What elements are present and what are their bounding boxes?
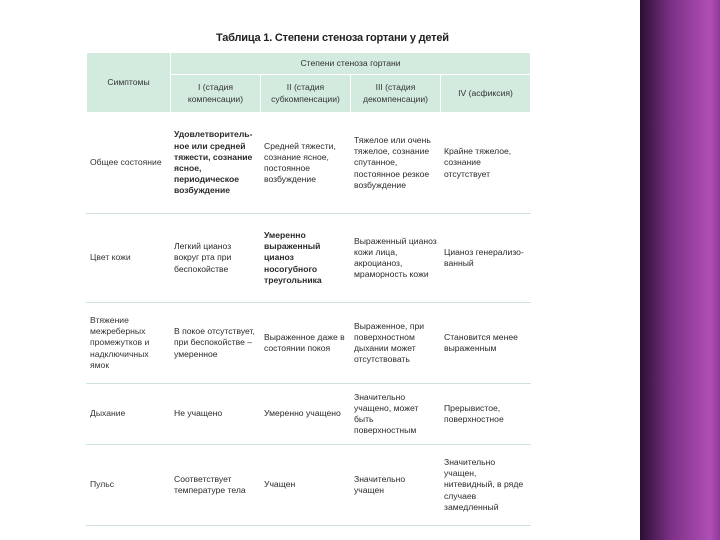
stage-2-header: II (стадия субкомпенсации) — [261, 75, 351, 113]
table-row — [87, 214, 531, 303]
table-cell: Становится менее выраженным — [441, 303, 531, 384]
table-row — [87, 113, 531, 214]
table-cell: Выраженное, при поверхностном дыхании может отсутствовать — [351, 303, 441, 384]
document-scan — [86, 26, 532, 540]
table-cell: Соответствует температуре тела — [171, 445, 261, 526]
table-header-row — [87, 53, 531, 75]
table-cell: Крайне тяжелое, сознание отсутствует — [441, 113, 531, 214]
table-cell: Учащен — [261, 445, 351, 526]
row-label: Пульс — [87, 445, 171, 526]
table-cell: Умеренно выраженный цианоз носогубного треугольника — [261, 214, 351, 303]
row-label: Цвет кожи — [87, 214, 171, 303]
table-cell: Удовлетворитель-ное или средней тяжести, сознание ясное, периодическое возбуждение — [171, 113, 261, 214]
stages-group-header: Степени стеноза гортани — [171, 53, 531, 75]
row-label: Общее состояние — [87, 113, 171, 214]
row-label: Дыхание — [87, 384, 171, 445]
table-cell: В покое отсутствует, при беспокойстве – умеренное — [171, 303, 261, 384]
table-row — [87, 445, 531, 526]
table-cell: Легкий цианоз вокруг рта при беспокойстве — [171, 214, 261, 303]
stage-4-header: IV (асфиксия) — [441, 75, 531, 113]
table-caption: Таблица 1. Степени стеноза гортани у детей — [216, 32, 449, 44]
stage-3-header: III (стадия декомпенсации) — [351, 75, 441, 113]
decorative-side-panel — [640, 0, 720, 540]
table-cell: Значительно учащен — [351, 445, 441, 526]
table-cell: Прерывистое, поверхностное — [441, 384, 531, 445]
table-row — [87, 303, 531, 384]
table-cell: Выраженный цианоз кожи лица, акроцианоз, мраморность кожи — [351, 214, 441, 303]
table-cell: Тяжелое или очень тяжелое, сознание спутанное, постоянное резкое возбуждение — [351, 113, 441, 214]
stenosis-table — [86, 52, 531, 526]
stage-1-header: I (стадия компенсации) — [171, 75, 261, 113]
symptoms-header: Симптомы — [87, 53, 171, 113]
row-label: Втяжение межреберных промежутков и надключичных ямок — [87, 303, 171, 384]
table-cell: Средней тяжести, сознание ясное, постоянное возбуждение — [261, 113, 351, 214]
table-cell: Выраженное даже в состоянии покоя — [261, 303, 351, 384]
table-cell: Значительно учащено, может быть поверхностным — [351, 384, 441, 445]
table-cell: Не учащено — [171, 384, 261, 445]
table-cell: Цианоз генерализо-ванный — [441, 214, 531, 303]
table-cell: Значительно учащен, нитевидный, в ряде случаев замедленный — [441, 445, 531, 526]
table-row — [87, 384, 531, 445]
table-cell: Умеренно учащено — [261, 384, 351, 445]
